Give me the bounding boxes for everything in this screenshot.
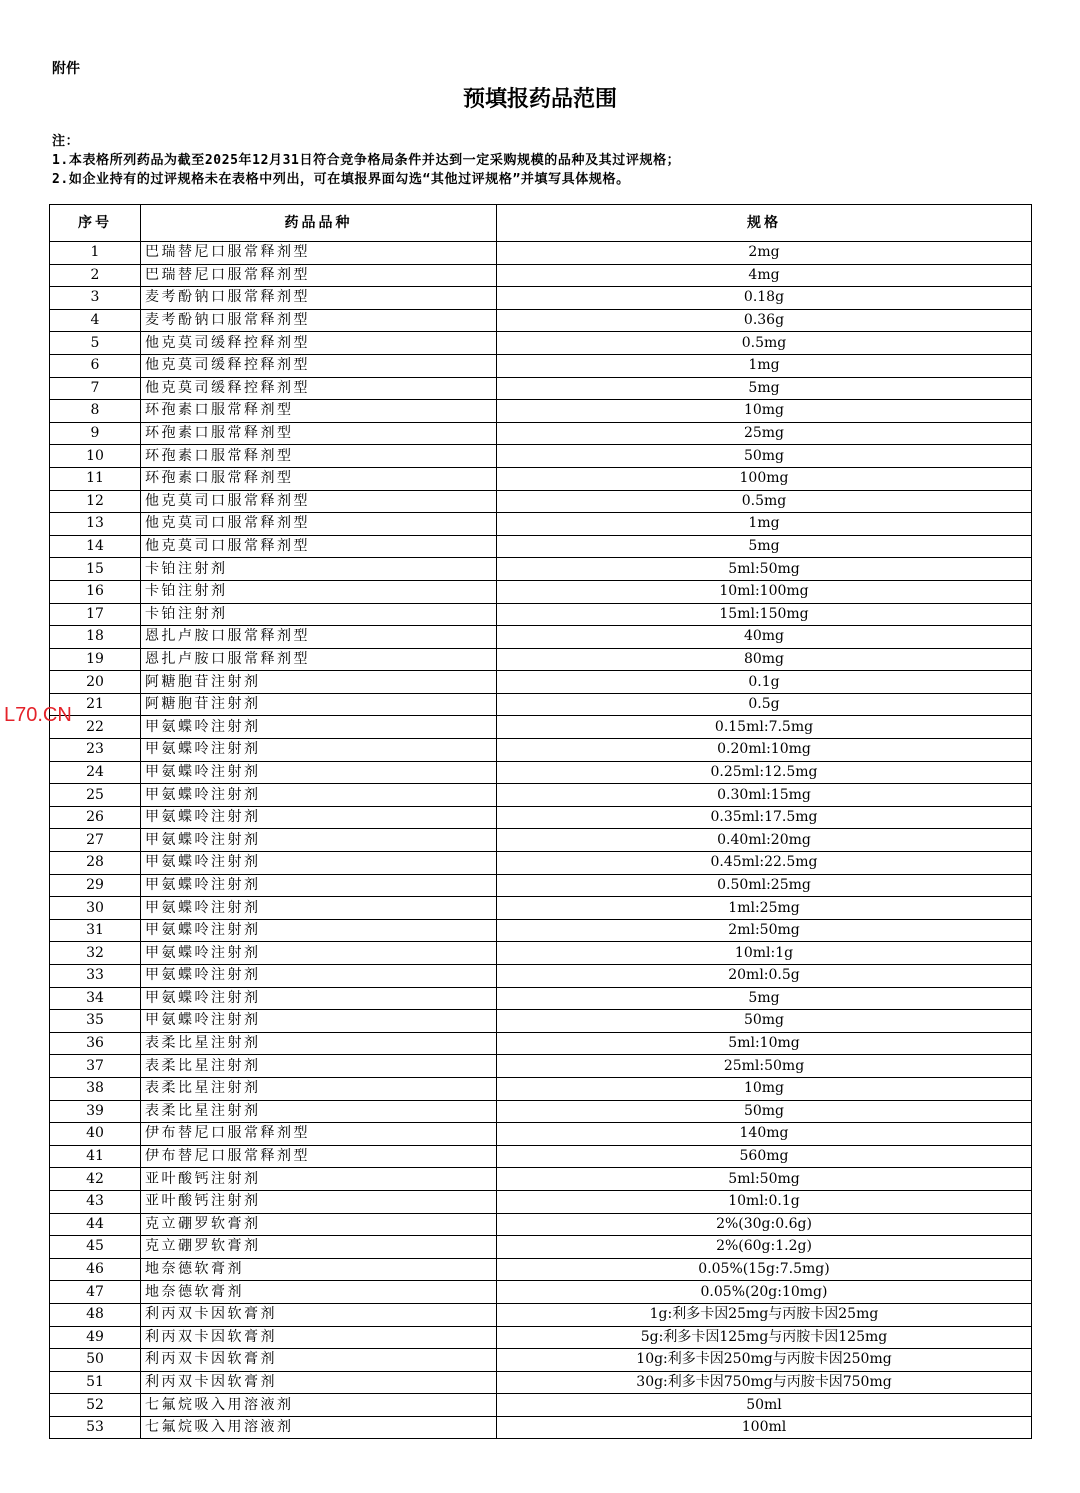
cell-spec: 15ml:150mg xyxy=(497,603,1032,626)
table-row xyxy=(50,1055,1032,1078)
cell-serial: 46 xyxy=(50,1258,141,1281)
cell-drug-name: 他克莫司口服常释剂型 xyxy=(141,535,497,558)
table-row xyxy=(50,242,1032,265)
cell-drug-name: 甲氨蝶呤注射剂 xyxy=(141,942,497,965)
cell-spec: 50mg xyxy=(497,1010,1032,1033)
cell-drug-name: 利丙双卡因软膏剂 xyxy=(141,1303,497,1326)
cell-serial: 1 xyxy=(50,242,141,265)
cell-drug-name: 甲氨蝶呤注射剂 xyxy=(141,919,497,942)
header-spec: 规格 xyxy=(497,205,1032,242)
cell-spec: 10g:利多卡因250mg与丙胺卡因250mg xyxy=(497,1349,1032,1372)
table-row xyxy=(50,558,1032,581)
table-row xyxy=(50,1077,1032,1100)
cell-drug-name: 甲氨蝶呤注射剂 xyxy=(141,761,497,784)
cell-drug-name: 阿糖胞苷注射剂 xyxy=(141,671,497,694)
cell-spec: 100mg xyxy=(497,467,1032,490)
cell-spec: 0.25ml:12.5mg xyxy=(497,761,1032,784)
drug-table xyxy=(49,204,1032,1439)
table-row xyxy=(50,1213,1032,1236)
cell-spec: 0.30ml:15mg xyxy=(497,784,1032,807)
cell-serial: 11 xyxy=(50,467,141,490)
cell-spec: 0.1g xyxy=(497,671,1032,694)
cell-spec: 20ml:0.5g xyxy=(497,965,1032,988)
cell-spec: 50mg xyxy=(497,445,1032,468)
cell-spec: 0.35ml:17.5mg xyxy=(497,806,1032,829)
cell-drug-name: 他克莫司口服常释剂型 xyxy=(141,513,497,536)
cell-drug-name: 甲氨蝶呤注射剂 xyxy=(141,965,497,988)
cell-spec: 10ml:1g xyxy=(497,942,1032,965)
cell-drug-name: 他克莫司口服常释剂型 xyxy=(141,490,497,513)
cell-serial: 25 xyxy=(50,784,141,807)
table-row xyxy=(50,1416,1032,1439)
attachment-label: 附件 xyxy=(52,61,80,77)
cell-drug-name: 他克莫司缓释控释剂型 xyxy=(141,377,497,400)
cell-serial: 26 xyxy=(50,806,141,829)
header-drug: 药品品种 xyxy=(141,205,497,242)
table-row xyxy=(50,1303,1032,1326)
cell-spec: 5ml:50mg xyxy=(497,558,1032,581)
cell-serial: 16 xyxy=(50,580,141,603)
cell-serial: 49 xyxy=(50,1326,141,1349)
table-row xyxy=(50,1100,1032,1123)
cell-drug-name: 伊布替尼口服常释剂型 xyxy=(141,1145,497,1168)
table-row xyxy=(50,1010,1032,1033)
cell-serial: 29 xyxy=(50,874,141,897)
cell-serial: 12 xyxy=(50,490,141,513)
cell-spec: 10ml:100mg xyxy=(497,580,1032,603)
cell-serial: 39 xyxy=(50,1100,141,1123)
table-row xyxy=(50,829,1032,852)
cell-serial: 10 xyxy=(50,445,141,468)
cell-spec: 0.40ml:20mg xyxy=(497,829,1032,852)
cell-serial: 17 xyxy=(50,603,141,626)
cell-spec: 4mg xyxy=(497,264,1032,287)
cell-drug-name: 表柔比星注射剂 xyxy=(141,1100,497,1123)
note-item-1: 1.本表格所列药品为截至2025年12月31日符合竞争格局条件并达到一定采购规模的品种及其过评规格； xyxy=(52,153,681,168)
cell-drug-name: 环孢素口服常释剂型 xyxy=(141,422,497,445)
cell-spec: 10mg xyxy=(497,1077,1032,1100)
cell-serial: 36 xyxy=(50,1032,141,1055)
table-row xyxy=(50,445,1032,468)
table-row xyxy=(50,309,1032,332)
cell-spec: 2mg xyxy=(497,242,1032,265)
cell-drug-name: 巴瑞替尼口服常释剂型 xyxy=(141,264,497,287)
cell-spec: 0.20ml:10mg xyxy=(497,739,1032,762)
table-row xyxy=(50,784,1032,807)
cell-drug-name: 利丙双卡因软膏剂 xyxy=(141,1349,497,1372)
cell-serial: 33 xyxy=(50,965,141,988)
cell-spec: 0.36g xyxy=(497,309,1032,332)
cell-drug-name: 恩扎卢胺口服常释剂型 xyxy=(141,626,497,649)
table-row xyxy=(50,513,1032,536)
table-row xyxy=(50,377,1032,400)
cell-spec: 0.5g xyxy=(497,693,1032,716)
table-row xyxy=(50,739,1032,762)
cell-serial: 22 xyxy=(50,716,141,739)
cell-spec: 100ml xyxy=(497,1416,1032,1439)
table-row xyxy=(50,761,1032,784)
cell-spec: 80mg xyxy=(497,648,1032,671)
table-row xyxy=(50,1236,1032,1259)
table-row xyxy=(50,987,1032,1010)
cell-serial: 34 xyxy=(50,987,141,1010)
cell-drug-name: 七氟烷吸入用溶液剂 xyxy=(141,1416,497,1439)
cell-serial: 52 xyxy=(50,1394,141,1417)
table-row xyxy=(50,852,1032,875)
watermark-logo: L70.CN xyxy=(4,704,72,726)
table-row xyxy=(50,1123,1032,1146)
cell-spec: 2%(30g:0.6g) xyxy=(497,1213,1032,1236)
cell-drug-name: 亚叶酸钙注射剂 xyxy=(141,1190,497,1213)
cell-serial: 30 xyxy=(50,897,141,920)
cell-serial: 43 xyxy=(50,1190,141,1213)
cell-serial: 13 xyxy=(50,513,141,536)
table-row xyxy=(50,1326,1032,1349)
cell-drug-name: 他克莫司缓释控释剂型 xyxy=(141,332,497,355)
cell-spec: 1g:利多卡因25mg与丙胺卡因25mg xyxy=(497,1303,1032,1326)
cell-drug-name: 地奈德软膏剂 xyxy=(141,1258,497,1281)
table-row xyxy=(50,693,1032,716)
table-row xyxy=(50,1168,1032,1191)
table-row xyxy=(50,1032,1032,1055)
cell-serial: 21 xyxy=(50,693,141,716)
cell-drug-name: 伊布替尼口服常释剂型 xyxy=(141,1123,497,1146)
cell-drug-name: 甲氨蝶呤注射剂 xyxy=(141,739,497,762)
cell-serial: 37 xyxy=(50,1055,141,1078)
cell-serial: 6 xyxy=(50,354,141,377)
table-row xyxy=(50,1371,1032,1394)
cell-serial: 3 xyxy=(50,287,141,310)
cell-serial: 51 xyxy=(50,1371,141,1394)
cell-spec: 50mg xyxy=(497,1100,1032,1123)
table-row xyxy=(50,919,1032,942)
table-row xyxy=(50,535,1032,558)
cell-serial: 42 xyxy=(50,1168,141,1191)
cell-serial: 28 xyxy=(50,852,141,875)
cell-serial: 45 xyxy=(50,1236,141,1259)
cell-drug-name: 巴瑞替尼口服常释剂型 xyxy=(141,242,497,265)
cell-spec: 10ml:0.1g xyxy=(497,1190,1032,1213)
cell-spec: 0.50ml:25mg xyxy=(497,874,1032,897)
notes-heading: 注： xyxy=(52,134,80,149)
cell-serial: 40 xyxy=(50,1123,141,1146)
table-row xyxy=(50,1281,1032,1304)
cell-spec: 140mg xyxy=(497,1123,1032,1146)
cell-spec: 5ml:10mg xyxy=(497,1032,1032,1055)
cell-serial: 2 xyxy=(50,264,141,287)
cell-drug-name: 恩扎卢胺口服常释剂型 xyxy=(141,648,497,671)
cell-serial: 15 xyxy=(50,558,141,581)
cell-spec: 2%(60g:1.2g) xyxy=(497,1236,1032,1259)
notes-block xyxy=(52,132,680,189)
cell-serial: 9 xyxy=(50,422,141,445)
cell-serial: 19 xyxy=(50,648,141,671)
cell-spec: 10mg xyxy=(497,400,1032,423)
cell-spec: 1mg xyxy=(497,513,1032,536)
cell-serial: 8 xyxy=(50,400,141,423)
cell-spec: 560mg xyxy=(497,1145,1032,1168)
table-row xyxy=(50,332,1032,355)
table-row xyxy=(50,942,1032,965)
page-title: 预填报药品范围 xyxy=(462,87,617,112)
table-row xyxy=(50,897,1032,920)
cell-serial: 41 xyxy=(50,1145,141,1168)
table-row xyxy=(50,400,1032,423)
cell-serial: 23 xyxy=(50,739,141,762)
cell-spec: 1ml:25mg xyxy=(497,897,1032,920)
cell-spec: 40mg xyxy=(497,626,1032,649)
table-row xyxy=(50,716,1032,739)
table-row xyxy=(50,806,1032,829)
cell-serial: 32 xyxy=(50,942,141,965)
cell-drug-name: 麦考酚钠口服常释剂型 xyxy=(141,287,497,310)
cell-drug-name: 环孢素口服常释剂型 xyxy=(141,400,497,423)
cell-serial: 18 xyxy=(50,626,141,649)
cell-serial: 14 xyxy=(50,535,141,558)
cell-spec: 1mg xyxy=(497,354,1032,377)
cell-drug-name: 利丙双卡因软膏剂 xyxy=(141,1326,497,1349)
table-row xyxy=(50,422,1032,445)
header-serial: 序号 xyxy=(50,205,141,242)
cell-spec: 25mg xyxy=(497,422,1032,445)
cell-drug-name: 甲氨蝶呤注射剂 xyxy=(141,1010,497,1033)
cell-drug-name: 七氟烷吸入用溶液剂 xyxy=(141,1394,497,1417)
cell-drug-name: 亚叶酸钙注射剂 xyxy=(141,1168,497,1191)
table-row xyxy=(50,874,1032,897)
cell-drug-name: 甲氨蝶呤注射剂 xyxy=(141,716,497,739)
table-row xyxy=(50,354,1032,377)
cell-spec: 0.18g xyxy=(497,287,1032,310)
cell-serial: 35 xyxy=(50,1010,141,1033)
cell-drug-name: 甲氨蝶呤注射剂 xyxy=(141,874,497,897)
cell-drug-name: 甲氨蝶呤注射剂 xyxy=(141,852,497,875)
cell-drug-name: 利丙双卡因软膏剂 xyxy=(141,1371,497,1394)
table-row xyxy=(50,671,1032,694)
table-row xyxy=(50,490,1032,513)
table-row xyxy=(50,1349,1032,1372)
cell-spec: 0.45ml:22.5mg xyxy=(497,852,1032,875)
cell-drug-name: 卡铂注射剂 xyxy=(141,603,497,626)
table-row xyxy=(50,1190,1032,1213)
cell-serial: 5 xyxy=(50,332,141,355)
cell-drug-name: 甲氨蝶呤注射剂 xyxy=(141,987,497,1010)
cell-drug-name: 甲氨蝶呤注射剂 xyxy=(141,806,497,829)
cell-drug-name: 阿糖胞苷注射剂 xyxy=(141,693,497,716)
cell-drug-name: 麦考酚钠口服常释剂型 xyxy=(141,309,497,332)
cell-drug-name: 甲氨蝶呤注射剂 xyxy=(141,897,497,920)
cell-serial: 50 xyxy=(50,1349,141,1372)
table-row xyxy=(50,1145,1032,1168)
cell-spec: 0.05%(20g:10mg) xyxy=(497,1281,1032,1304)
cell-spec: 0.5mg xyxy=(497,332,1032,355)
cell-spec: 5mg xyxy=(497,535,1032,558)
table-row xyxy=(50,626,1032,649)
cell-serial: 38 xyxy=(50,1077,141,1100)
table-row xyxy=(50,965,1032,988)
cell-serial: 7 xyxy=(50,377,141,400)
cell-drug-name: 表柔比星注射剂 xyxy=(141,1055,497,1078)
cell-spec: 50ml xyxy=(497,1394,1032,1417)
table-row xyxy=(50,1394,1032,1417)
cell-drug-name: 甲氨蝶呤注射剂 xyxy=(141,784,497,807)
cell-spec: 5mg xyxy=(497,987,1032,1010)
cell-drug-name: 卡铂注射剂 xyxy=(141,558,497,581)
cell-serial: 53 xyxy=(50,1416,141,1439)
cell-spec: 0.15ml:7.5mg xyxy=(497,716,1032,739)
table-row xyxy=(50,287,1032,310)
cell-spec: 2ml:50mg xyxy=(497,919,1032,942)
note-item-2: 2.如企业持有的过评规格未在表格中列出，可在填报界面勾选“其他过评规格”并填写具体规格。 xyxy=(52,172,630,187)
cell-drug-name: 环孢素口服常释剂型 xyxy=(141,467,497,490)
cell-spec: 5mg xyxy=(497,377,1032,400)
cell-drug-name: 表柔比星注射剂 xyxy=(141,1032,497,1055)
cell-drug-name: 克立硼罗软膏剂 xyxy=(141,1236,497,1259)
cell-drug-name: 表柔比星注射剂 xyxy=(141,1077,497,1100)
table-row xyxy=(50,467,1032,490)
cell-spec: 5g:利多卡因125mg与丙胺卡因125mg xyxy=(497,1326,1032,1349)
cell-drug-name: 克立硼罗软膏剂 xyxy=(141,1213,497,1236)
cell-spec: 30g:利多卡因750mg与丙胺卡因750mg xyxy=(497,1371,1032,1394)
cell-spec: 25ml:50mg xyxy=(497,1055,1032,1078)
table-row xyxy=(50,264,1032,287)
cell-serial: 48 xyxy=(50,1303,141,1326)
cell-spec: 0.05%(15g:7.5mg) xyxy=(497,1258,1032,1281)
cell-serial: 44 xyxy=(50,1213,141,1236)
table-row xyxy=(50,580,1032,603)
cell-serial: 20 xyxy=(50,671,141,694)
cell-serial: 24 xyxy=(50,761,141,784)
cell-spec: 0.5mg xyxy=(497,490,1032,513)
cell-serial: 47 xyxy=(50,1281,141,1304)
table-row xyxy=(50,603,1032,626)
cell-drug-name: 他克莫司缓释控释剂型 xyxy=(141,354,497,377)
cell-drug-name: 甲氨蝶呤注射剂 xyxy=(141,829,497,852)
cell-drug-name: 卡铂注射剂 xyxy=(141,580,497,603)
table-row xyxy=(50,648,1032,671)
cell-serial: 31 xyxy=(50,919,141,942)
table-row xyxy=(50,1258,1032,1281)
cell-drug-name: 环孢素口服常释剂型 xyxy=(141,445,497,468)
cell-spec: 5ml:50mg xyxy=(497,1168,1032,1191)
cell-drug-name: 地奈德软膏剂 xyxy=(141,1281,497,1304)
cell-serial: 4 xyxy=(50,309,141,332)
table-header-row xyxy=(50,205,1032,242)
cell-serial: 27 xyxy=(50,829,141,852)
